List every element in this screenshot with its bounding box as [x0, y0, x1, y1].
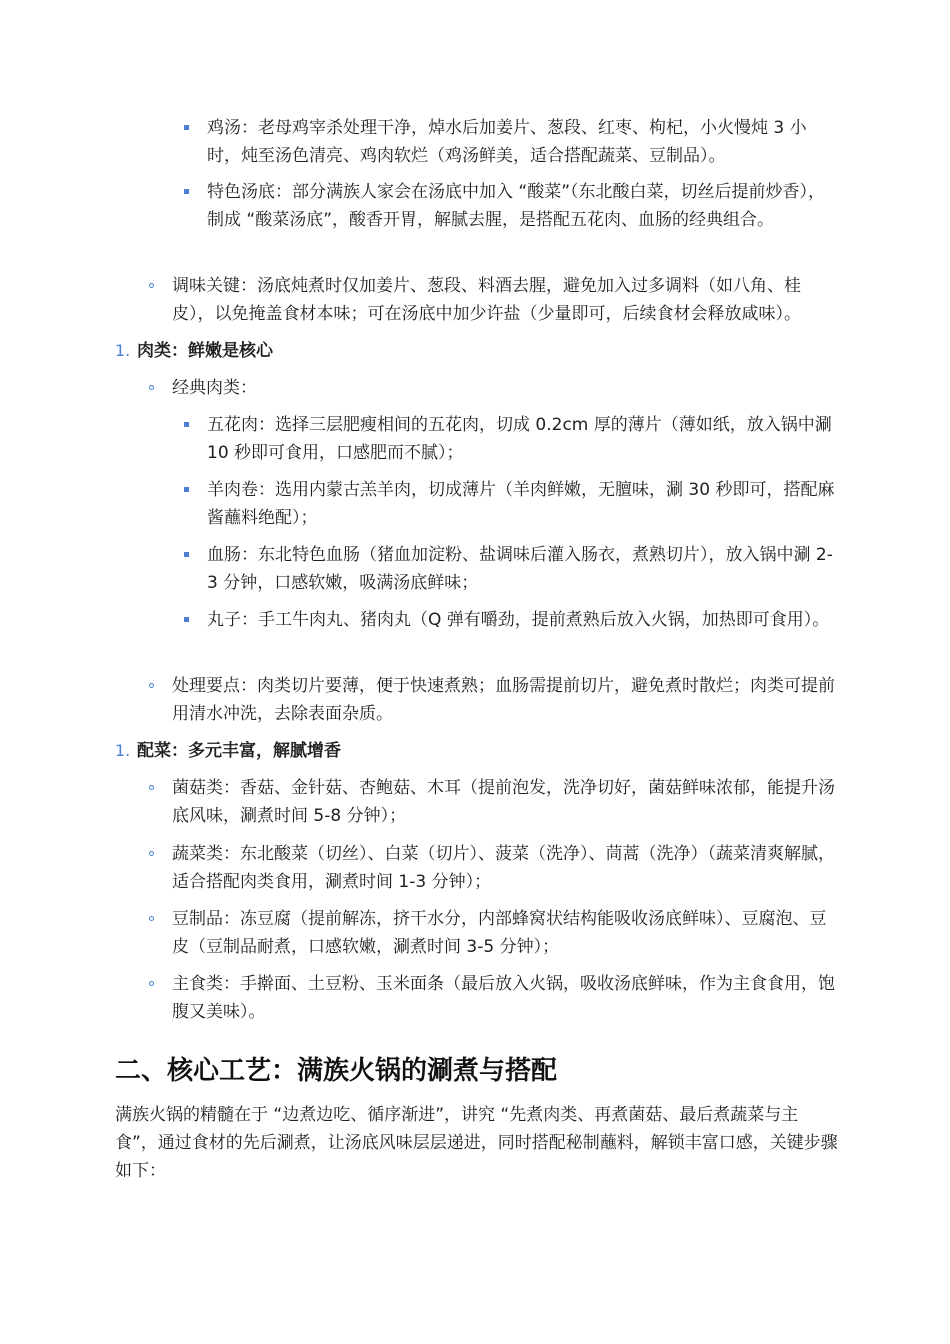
meat-heading: 肉类：鲜嫩是核心 [137, 341, 273, 361]
section-intro: 满族火锅的精髓在于 “边煮边吃、循序渐进”，讲究 “先煮肉类、再煮菌菇、最后煮蔬菜与主食”，通过食材的先后涮煮，让汤底风味层层递进，同时搭配秘制蘸料，解锁丰富口感，关键步骤如下： [115, 1105, 838, 1181]
sides-item: 主食类：手擀面、土豆粉、玉米面条（最后放入火锅，吸收汤底鲜味，作为主食食用，饱腹又美味）。 [172, 974, 835, 1022]
meat-item: 羊肉卷：选用内蒙古羔羊肉，切成薄片（羊肉鲜嫩，无膻味，涮 30 秒即可，搭配麻酱蘸料绝配）； [207, 480, 835, 528]
meat-classic-label: 经典肉类： [172, 378, 257, 398]
sides-item: 豆制品：冻豆腐（提前解冻，挤干水分，内部蜂窝状结构能吸收汤底鲜味）、豆腐泡、豆皮（豆制品耐煮，口感软嫩，涮煮时间 3-5 分钟）； [172, 909, 827, 957]
bullet-square-icon [184, 552, 189, 557]
bullet-square-icon [184, 422, 189, 427]
meat-item: 五花肉：选择三层肥瘦相间的五花肉，切成 0.2cm 厚的薄片（薄如纸，放入锅中涮 10 秒即可食用，口感肥而不腻）； [207, 415, 832, 463]
sides-item: 菌菇类：香菇、金针菇、杏鲍菇、木耳（提前泡发，洗净切好，菌菇鲜味浓郁，能提升汤底风味，涮煮时间 5-8 分钟）； [172, 778, 835, 826]
bullet-circle-icon [149, 385, 154, 390]
bullet-circle-icon [149, 916, 154, 921]
bullet-square-icon [184, 617, 189, 622]
meat-item: 血肠：东北特色血肠（猪血加淀粉、盐调味后灌入肠衣，煮熟切片），放入锅中涮 2-3 分钟，口感软嫩，吸满汤底鲜味； [207, 545, 833, 593]
meat-item: 丸子：手工牛肉丸、猪肉丸（Q 弹有嚼劲，提前煮熟后放入火锅，加热即可食用）。 [207, 610, 830, 630]
soup-special-item: 特色汤底：部分满族人家会在汤底中加入 “酸菜”（东北酸白菜，切丝后提前炒香），制成 “酸菜汤底”，酸香开胃，解腻去腥，是搭配五花肉、血肠的经典组合。 [207, 182, 826, 230]
soup-seasoning-item: 调味关键：汤底炖煮时仅加姜片、葱段、料酒去腥，避免加入过多调料（如八角、桂皮），以免掩盖食材本味；可在汤底中加少许盐（少量即可，后续食材会释放咸味）。 [172, 276, 801, 324]
bullet-circle-icon [149, 851, 154, 856]
sides-heading: 配菜：多元丰富，解腻增香 [137, 741, 341, 761]
bullet-circle-icon [149, 785, 154, 790]
sides-item: 蔬菜类：东北酸菜（切丝）、白菜（切片）、菠菜（洗净）、茼蒿（洗净）（蔬菜清爽解腻，适合搭配肉类食用，涮煮时间 1-3 分钟）； [172, 844, 835, 892]
soup-chicken-item: 鸡汤：老母鸡宰杀处理干净，焯水后加姜片、葱段、红枣、枸杞，小火慢炖 3 小时，炖至汤色清亮、鸡肉软烂（鸡汤鲜美，适合搭配蔬菜、豆制品）。 [207, 118, 807, 166]
section-title: 二、核心工艺：满族火锅的涮煮与搭配 [115, 1056, 558, 1086]
meat-processing-item: 处理要点：肉类切片要薄，便于快速煮熟；血肠需提前切片，避免煮时散烂；肉类可提前用清水冲洗，去除表面杂质。 [172, 676, 835, 724]
bullet-square-icon [184, 189, 189, 194]
bullet-circle-icon [149, 981, 154, 986]
bullet-circle-icon [149, 683, 154, 688]
bullet-square-icon [184, 125, 189, 130]
bullet-circle-icon [149, 283, 154, 288]
meat-list-number: 1. [115, 341, 131, 360]
sides-list-number: 1. [115, 741, 131, 760]
bullet-square-icon [184, 487, 189, 492]
